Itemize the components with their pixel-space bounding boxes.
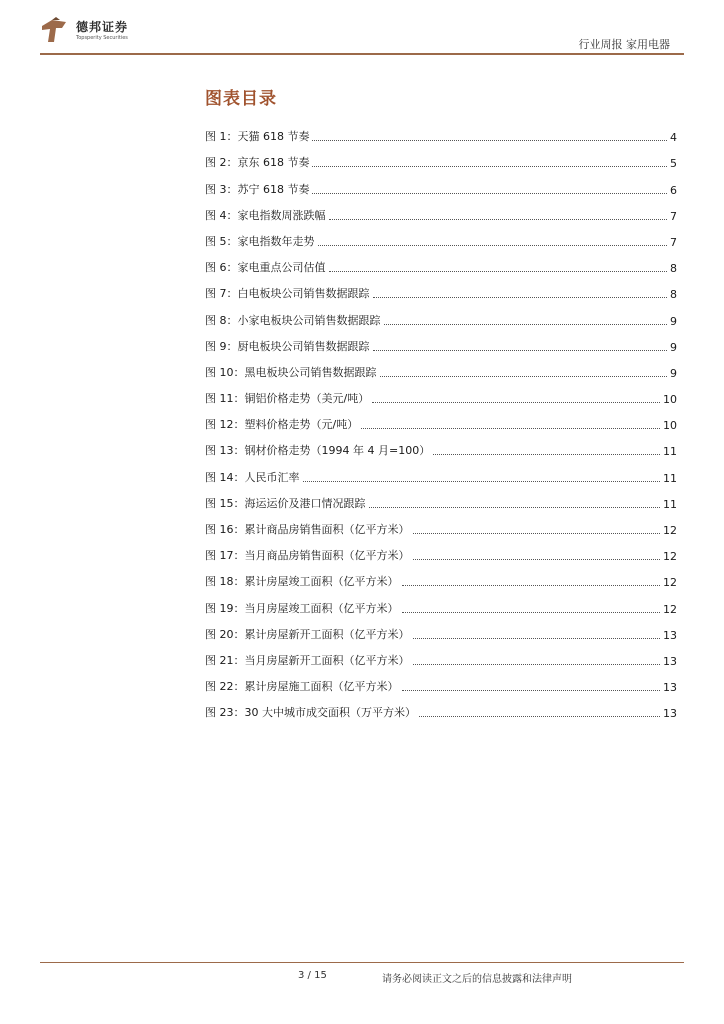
toc-item-label: 图 19：当月房屋竣工面积（亿平方米） [205, 601, 399, 615]
toc-dot-leader [373, 297, 668, 298]
toc-item-page: 9 [670, 314, 677, 328]
toc-item[interactable] [205, 223, 677, 249]
toc-item-label: 图 18：累计房屋竣工面积（亿平方米） [205, 575, 399, 589]
toc-item[interactable] [205, 616, 677, 642]
toc-item-page: 13 [663, 654, 677, 668]
toc-item-label: 图 6：家电重点公司估值 [205, 261, 326, 275]
toc-item-page: 7 [670, 235, 677, 249]
toc-item-label: 图 22：累计房屋施工面积（亿平方米） [205, 680, 399, 694]
footer-divider [40, 962, 684, 963]
toc-item[interactable] [205, 301, 677, 327]
toc-item-label: 图 5：家电指数年走势 [205, 234, 315, 248]
toc-item-label: 图 14：人民币汇率 [205, 470, 300, 484]
toc-item-label: 图 7：白电板块公司销售数据跟踪 [205, 287, 370, 301]
toc-item[interactable] [205, 589, 677, 615]
toc-dot-leader [402, 585, 661, 586]
toc-dot-leader [361, 428, 660, 429]
toc-item-page: 13 [663, 628, 677, 642]
company-logo [40, 16, 160, 48]
toc-item[interactable] [205, 354, 677, 380]
toc-item-label: 图 10：黑电板块公司销售数据跟踪 [205, 365, 377, 379]
toc-item-label: 图 13：钢材价格走势（1994 年 4 月=100） [205, 444, 431, 458]
toc-item-label: 图 1：天猫 618 节奏 [205, 130, 310, 144]
toc-item-label: 图 21：当月房屋新开工面积（亿平方米） [205, 653, 410, 667]
toc-item-page: 8 [670, 262, 677, 276]
toc-item-label: 图 16：累计商品房销售面积（亿平方米） [205, 523, 410, 536]
toc-item-page: 12 [663, 602, 677, 616]
toc-dot-leader [372, 402, 660, 403]
toc-dot-leader [329, 219, 668, 220]
logo-mark-icon [40, 16, 70, 46]
toc-item[interactable] [205, 537, 677, 563]
toc-dot-leader [433, 454, 660, 455]
toc-item-page: 12 [663, 550, 677, 564]
toc-item[interactable] [205, 275, 677, 301]
toc-dot-leader [312, 193, 667, 194]
toc-dot-leader [369, 507, 661, 508]
toc-dot-leader [419, 716, 660, 717]
toc-item-page: 10 [663, 393, 677, 407]
toc-item-page: 13 [663, 707, 677, 721]
toc-dot-leader [413, 664, 661, 665]
toc-item-page: 8 [670, 288, 677, 302]
toc-item-label: 图 2：京东 618 节奏 [205, 156, 310, 170]
toc-dot-leader [303, 481, 661, 482]
toc-item[interactable] [205, 249, 677, 275]
toc-dot-leader [402, 612, 661, 613]
toc-dot-leader [312, 166, 667, 167]
toc-item[interactable] [205, 432, 677, 458]
toc-item-page: 12 [663, 576, 677, 590]
toc-item[interactable] [205, 642, 677, 668]
toc-item-label: 图 17：当月商品房销售面积（亿平方米） [205, 549, 410, 563]
toc-item-page: 9 [670, 366, 677, 380]
toc-item-label: 图 8：小家电板块公司销售数据跟踪 [205, 313, 381, 327]
toc-dot-leader [384, 324, 668, 325]
page-number: 3 / 15 [298, 970, 327, 981]
toc-title: 图表目录 [205, 89, 277, 109]
toc-item-label: 图 11：铜铝价格走势（美元/吨） [205, 392, 370, 406]
toc-dot-leader [318, 245, 668, 246]
disclaimer-note: 请务必阅读正文之后的信息披露和法律声明 [382, 974, 572, 985]
header-divider [40, 53, 684, 55]
toc-item-page: 11 [663, 471, 677, 485]
toc-item[interactable] [205, 328, 677, 354]
toc-dot-leader [312, 140, 667, 141]
toc-dot-leader [380, 376, 668, 377]
toc-dot-leader [329, 271, 668, 272]
toc-item-page: 7 [670, 209, 677, 223]
toc-item[interactable] [205, 406, 677, 432]
toc-item-page: 5 [670, 157, 677, 171]
toc-item[interactable] [205, 170, 677, 196]
report-category: 行业周报 家用电器 [578, 38, 670, 51]
toc-item-page: 10 [663, 419, 677, 433]
toc-dot-leader [413, 638, 661, 639]
toc-item[interactable] [205, 197, 677, 223]
toc-item[interactable] [205, 144, 677, 170]
toc-dot-leader [413, 533, 661, 534]
toc-item[interactable] [205, 694, 677, 720]
toc-item[interactable] [205, 511, 677, 537]
toc-item-label: 图 23：30 大中城市成交面积（万平方米） [205, 706, 416, 720]
toc-item-page: 11 [663, 445, 677, 459]
toc-item[interactable] [205, 668, 677, 694]
toc-item-label: 图 4：家电指数周涨跌幅 [205, 208, 326, 222]
toc-item[interactable] [205, 118, 677, 144]
toc-dot-leader [402, 690, 661, 691]
toc-item-page: 4 [670, 131, 677, 145]
toc-item-label: 图 15：海运运价及港口情况跟踪 [205, 496, 366, 510]
toc-list [205, 118, 677, 720]
toc-dot-leader [413, 559, 661, 560]
toc-item-page: 13 [663, 681, 677, 695]
toc-item-label: 图 20：累计房屋新开工面积（亿平方米） [205, 627, 410, 641]
toc-item[interactable] [205, 380, 677, 406]
toc-item-page: 6 [670, 183, 677, 197]
toc-item-page: 9 [670, 340, 677, 354]
toc-item[interactable] [205, 563, 677, 589]
toc-item[interactable] [205, 485, 677, 511]
toc-item-label: 图 3：苏宁 618 节奏 [205, 182, 310, 196]
toc-item-page: 12 [663, 524, 677, 537]
logo-english-name: Topsperity Securities [76, 35, 128, 41]
toc-item[interactable] [205, 458, 677, 484]
toc-item-label: 图 9：厨电板块公司销售数据跟踪 [205, 339, 370, 353]
toc-dot-leader [373, 350, 668, 351]
logo-chinese-name: 德邦证券 [76, 20, 129, 34]
toc-item-label: 图 12：塑料价格走势（元/吨） [205, 418, 359, 432]
toc-item-page: 11 [663, 497, 677, 511]
